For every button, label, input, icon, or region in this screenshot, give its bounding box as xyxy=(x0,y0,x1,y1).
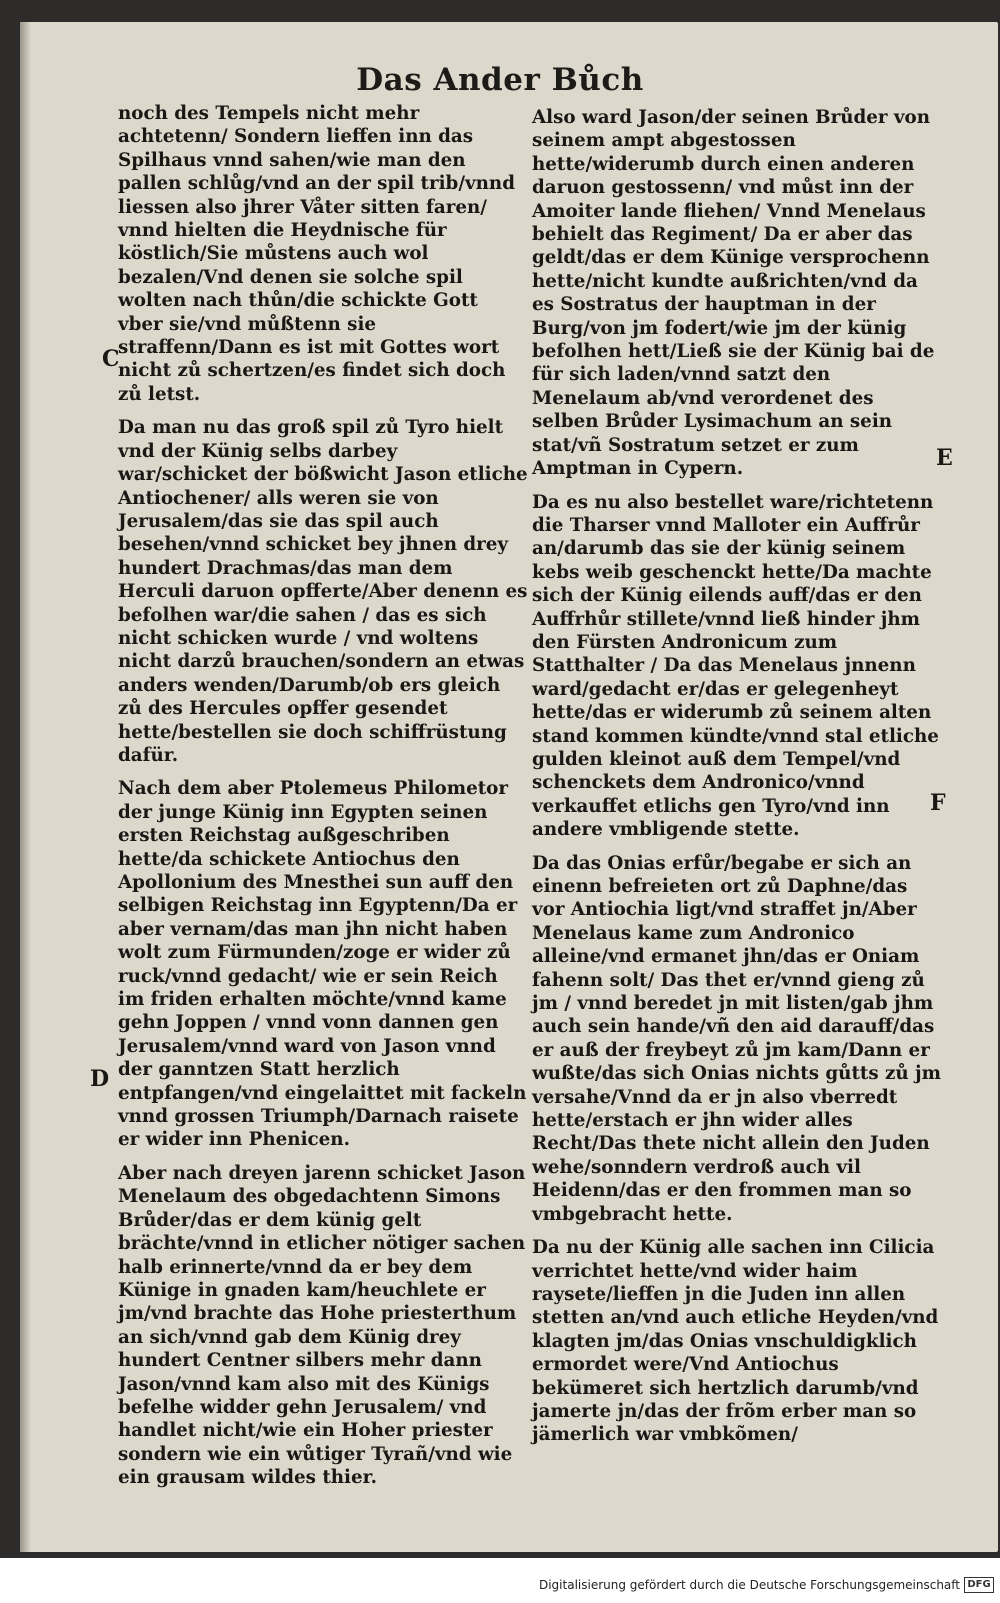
margin-letter-d: D xyxy=(90,1066,110,1092)
funding-credit: Digitalisierung gefördert durch die Deutsche Forschungsgemeinschaft xyxy=(538,1578,960,1592)
left-paragraph-3: Nach dem aber Ptolemeus Philometor der junge Künig inn Egypten seinen ersten Reichstag außgeschriben hette/da schickete Antiochus den Apollonium des Mnesthei sun auff den selbigen Reichstag inn Egyptenn/Da er aber vernam/das man jhn nicht haben wolt zum Fürmunden/zoge er wider zů ruck/vnnd gedacht/ wie er sein Reich im friden erhalten möchte/vnnd kame gehn Joppen / vnnd vonn dannen gen Jerusalem/vnnd ward von Jason vnnd der ganntzen Statt herzlich entpfangen/vnd eingelaittet mit fackeln vnnd grossen Triumph/Darnach raisete er wider inn Phenicen. xyxy=(118,778,527,1151)
left-paragraph-1: noch des Tempels nicht mehr achtetenn/ Sondern lieffen inn das Spilhaus vnnd sahen/wie man den pallen schlůg/vnd an der spil trib/vnnd liessen also jhrer Våter sitten faren/ vnnd hielten die Heydnische für köstlich/Sie můstens auch wol bezalen/Vnd denen sie solche spil wolten nach thůn/die schickte Gott vber sie/vnd můßtenn sie straffenn/Dann es ist mit Gottes wort nicht zů schertzen/es findet sich doch zů letst. xyxy=(118,103,515,405)
left-paragraph-2: Da man nu das groß spil zů Tyro hielt vnd der Künig selbs darbey war/schicket der bößwicht Jason etliche Antiochener/ alls weren sie von Jerusalem/das sie das spil auch besehen/vnnd schicket bey jhnen drey hundert Drachmas/das man dem Herculi daruon opfferte/Aber denenn es befolhen war/die sahen / das es sich nicht schicken wurde / vnd woltens nicht darzů brauchen/sondern an etwas anders wenden/Darumb/ob ers gleich zů des Hercules opffer gesendet hette/bestellen sie doch schiffrüstung dafür. xyxy=(118,417,528,766)
dfg-logo: DFG xyxy=(964,1577,994,1593)
right-paragraph-4: Da nu der Künig alle sachen inn Cilicia verrichtet hette/vnd wider haim raysete/lieffen jn die Juden inn allen stetten an/vnd auch etliche Heyden/vnd klagten jm/das Onias vnschuldigklich ermordet were/Vnd Antiochus bekümeret sich hertzlich darumb/vnd jamerte jn/das der frõm erber man so jämerlich war vmbkõmen/ xyxy=(532,1237,939,1446)
margin-letter-f: F xyxy=(930,790,946,816)
right-column xyxy=(532,106,942,1457)
page-binding xyxy=(20,22,30,1552)
right-paragraph-3: Da das Onias erfůr/begabe er sich an einenn befreieten ort zů Daphne/das vor Antiochia ligt/vnd straffet jn/Aber Menelaus kame zum Andronico alleine/vnd ermanet jhn/das er Oniam fahenn solt/ Das thet er/vnnd gieng zů jm / vnnd beredet jn mit listen/gab jhm auch sein hande/vñ den aid darauff/das er auß der freybeyt zů jm kam/Dann er wußte/das sich Onias nichts gůtts zů jm versahe/Vnnd da er jn also vberredt hette/erstach er jhn wider alles Recht/Das thete nicht allein den Juden wehe/sonndern verdroß auch vil Heidenn/das er den frommen man so vmbgebracht hette. xyxy=(532,852,942,1225)
margin-letter-e: E xyxy=(936,445,953,471)
left-column xyxy=(118,102,528,1500)
right-paragraph-2: Da es nu also bestellet ware/richtetenn die Tharser vnnd Malloter ein Auffrůr an/darumb das sie der künig seinem kebs weib geschenckt hette/Da machte sich der Künig eilends auff/das er den Auffrhůr stillete/vnnd ließ hinder jhm den Fürsten Andronicum zum Statthalter / Da das Menelaus jnnenn ward/gedacht er/das er gelegenheyt hette/das er widerumb zů seinem alten stand kommen kündte/vnnd stal etliche gulden kleinot auß dem Tempel/vnd schenckets dem Andronico/vnnd verkauffet etlichs gen Tyro/vnd inn andere vmbligende stette. xyxy=(532,491,939,841)
running-head: Das Ander Bůch xyxy=(356,62,644,98)
margin-letter-c: C xyxy=(102,346,120,372)
left-paragraph-4: Aber nach dreyen jarenn schicket Jason Menelaum des obgedachtenn Simons Brůder/das er dem künig gelt brächte/vnnd in etlicher nötiger sachen halb erinnerte/vnnd da er bey dem Künige in gnaden kam/heuchlete er jm/vnd brachte das Hohe priesterthum an sich/vnnd gab dem Künig drey hundert Centner silbers mehr dann Jason/vnnd kam also mit des Künigs befelhe widder gehn Jerusalem/ vnd handlet nicht/wie ein Hoher priester sondern wie ein wůtiger Tyrañ/vnd wie ein grausam wildes thier. xyxy=(118,1162,526,1489)
right-paragraph-1: Also ward Jason/der seinen Brůder von seinem ampt abgestossen hette/widerumb durch einen anderen daruon gestossenn/ vnd můst inn der Amoiter lande fliehen/ Vnnd Menelaus behielt das Regiment/ Da er aber das geldt/das er dem Künige versprochenn hette/nicht kundte außrichten/vnd da es Sostratus der hauptman in der Burg/von jm fodert/wie jm der künig befolhen hett/Ließ sie der Künig bai de für sich laden/vnnd satzt den Menelaum ab/vnd verordenet des selben Brůder Lysimachum an sein stat/vñ Sostratum setzet er zum Amptman in Cypern. xyxy=(532,107,935,480)
